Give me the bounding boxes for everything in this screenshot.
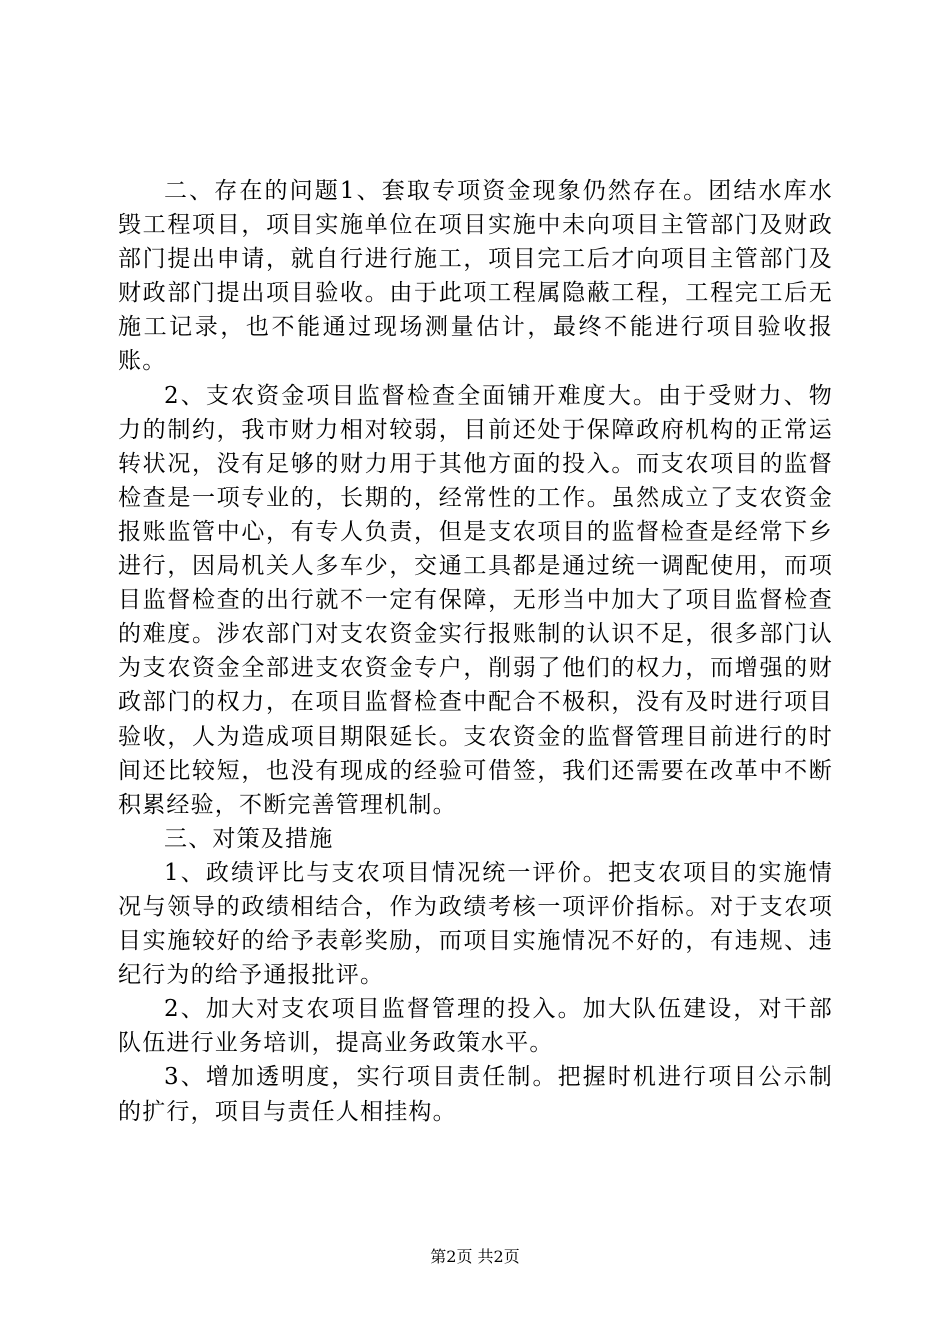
page-number: 第2页 共2页 bbox=[430, 1247, 520, 1266]
page-footer bbox=[0, 1244, 950, 1267]
paragraph-measure-1: 1、政绩评比与支农项目情况统一评价。把支农项目的实施情况与领导的政绩相结合，作为政绩考核一项评价指标。对于支农项目实施较好的给予表彰奖励，而项目实施情况不好的，有违规、违纪行为的给予通报批评。 bbox=[118, 859, 833, 989]
paragraph-problems-1: 二、存在的问题1、套取专项资金现象仍然存在。团结水库水毁工程项目，项目实施单位在项目实施中未向项目主管部门及财政部门提出申请，就自行进行施工，项目完工后才向项目主管部门及财政部门提出项目验收。由于此项工程属隐蔽工程，工程完工后无施工记录，也不能通过现场测量估计，最终不能进行项目验收报账。 bbox=[118, 178, 833, 375]
document-body bbox=[118, 174, 833, 1129]
paragraph-measure-3: 3、增加透明度，实行项目责任制。把握时机进行项目公示制的扩行，项目与责任人相挂构。 bbox=[118, 1064, 833, 1125]
paragraph-measure-2: 2、加大对支农项目监督管理的投入。加大队伍建设，对干部队伍进行业务培训，提高业务政策水平。 bbox=[118, 996, 833, 1057]
paragraph-problems-2: 2、支农资金项目监督检查全面铺开难度大。由于受财力、物力的制约，我市财力相对较弱，目前还处于保障政府机构的正常运转状况，没有足够的财力用于其他方面的投入。而支农项目的监督检查是一项专业的，长期的，经常性的工作。虽然成立了支农资金报账监管中心，有专人负责，但是支农项目的监督检查是经常下乡进行，因局机关人多车少，交通工具都是通过统一调配使用，而项目监督检查的出行就不一定有保障，无形当中加大了项目监督检查的难度。涉农部门对支农资金实行报账制的认识不足，很多部门认为支农资金全部进支农资金专户，削弱了他们的权力，而增强的财政部门的权力，在项目监督检查中配合不极积，没有及时进行项目验收，人为造成项目期限延长。支农资金的监督管理目前进行的时间还比较短，也没有现成的经验可借签，我们还需要在改革中不断积累经验，不断完善管理机制。 bbox=[118, 382, 833, 818]
section-heading-measures: 三、对策及措施 bbox=[164, 825, 334, 852]
